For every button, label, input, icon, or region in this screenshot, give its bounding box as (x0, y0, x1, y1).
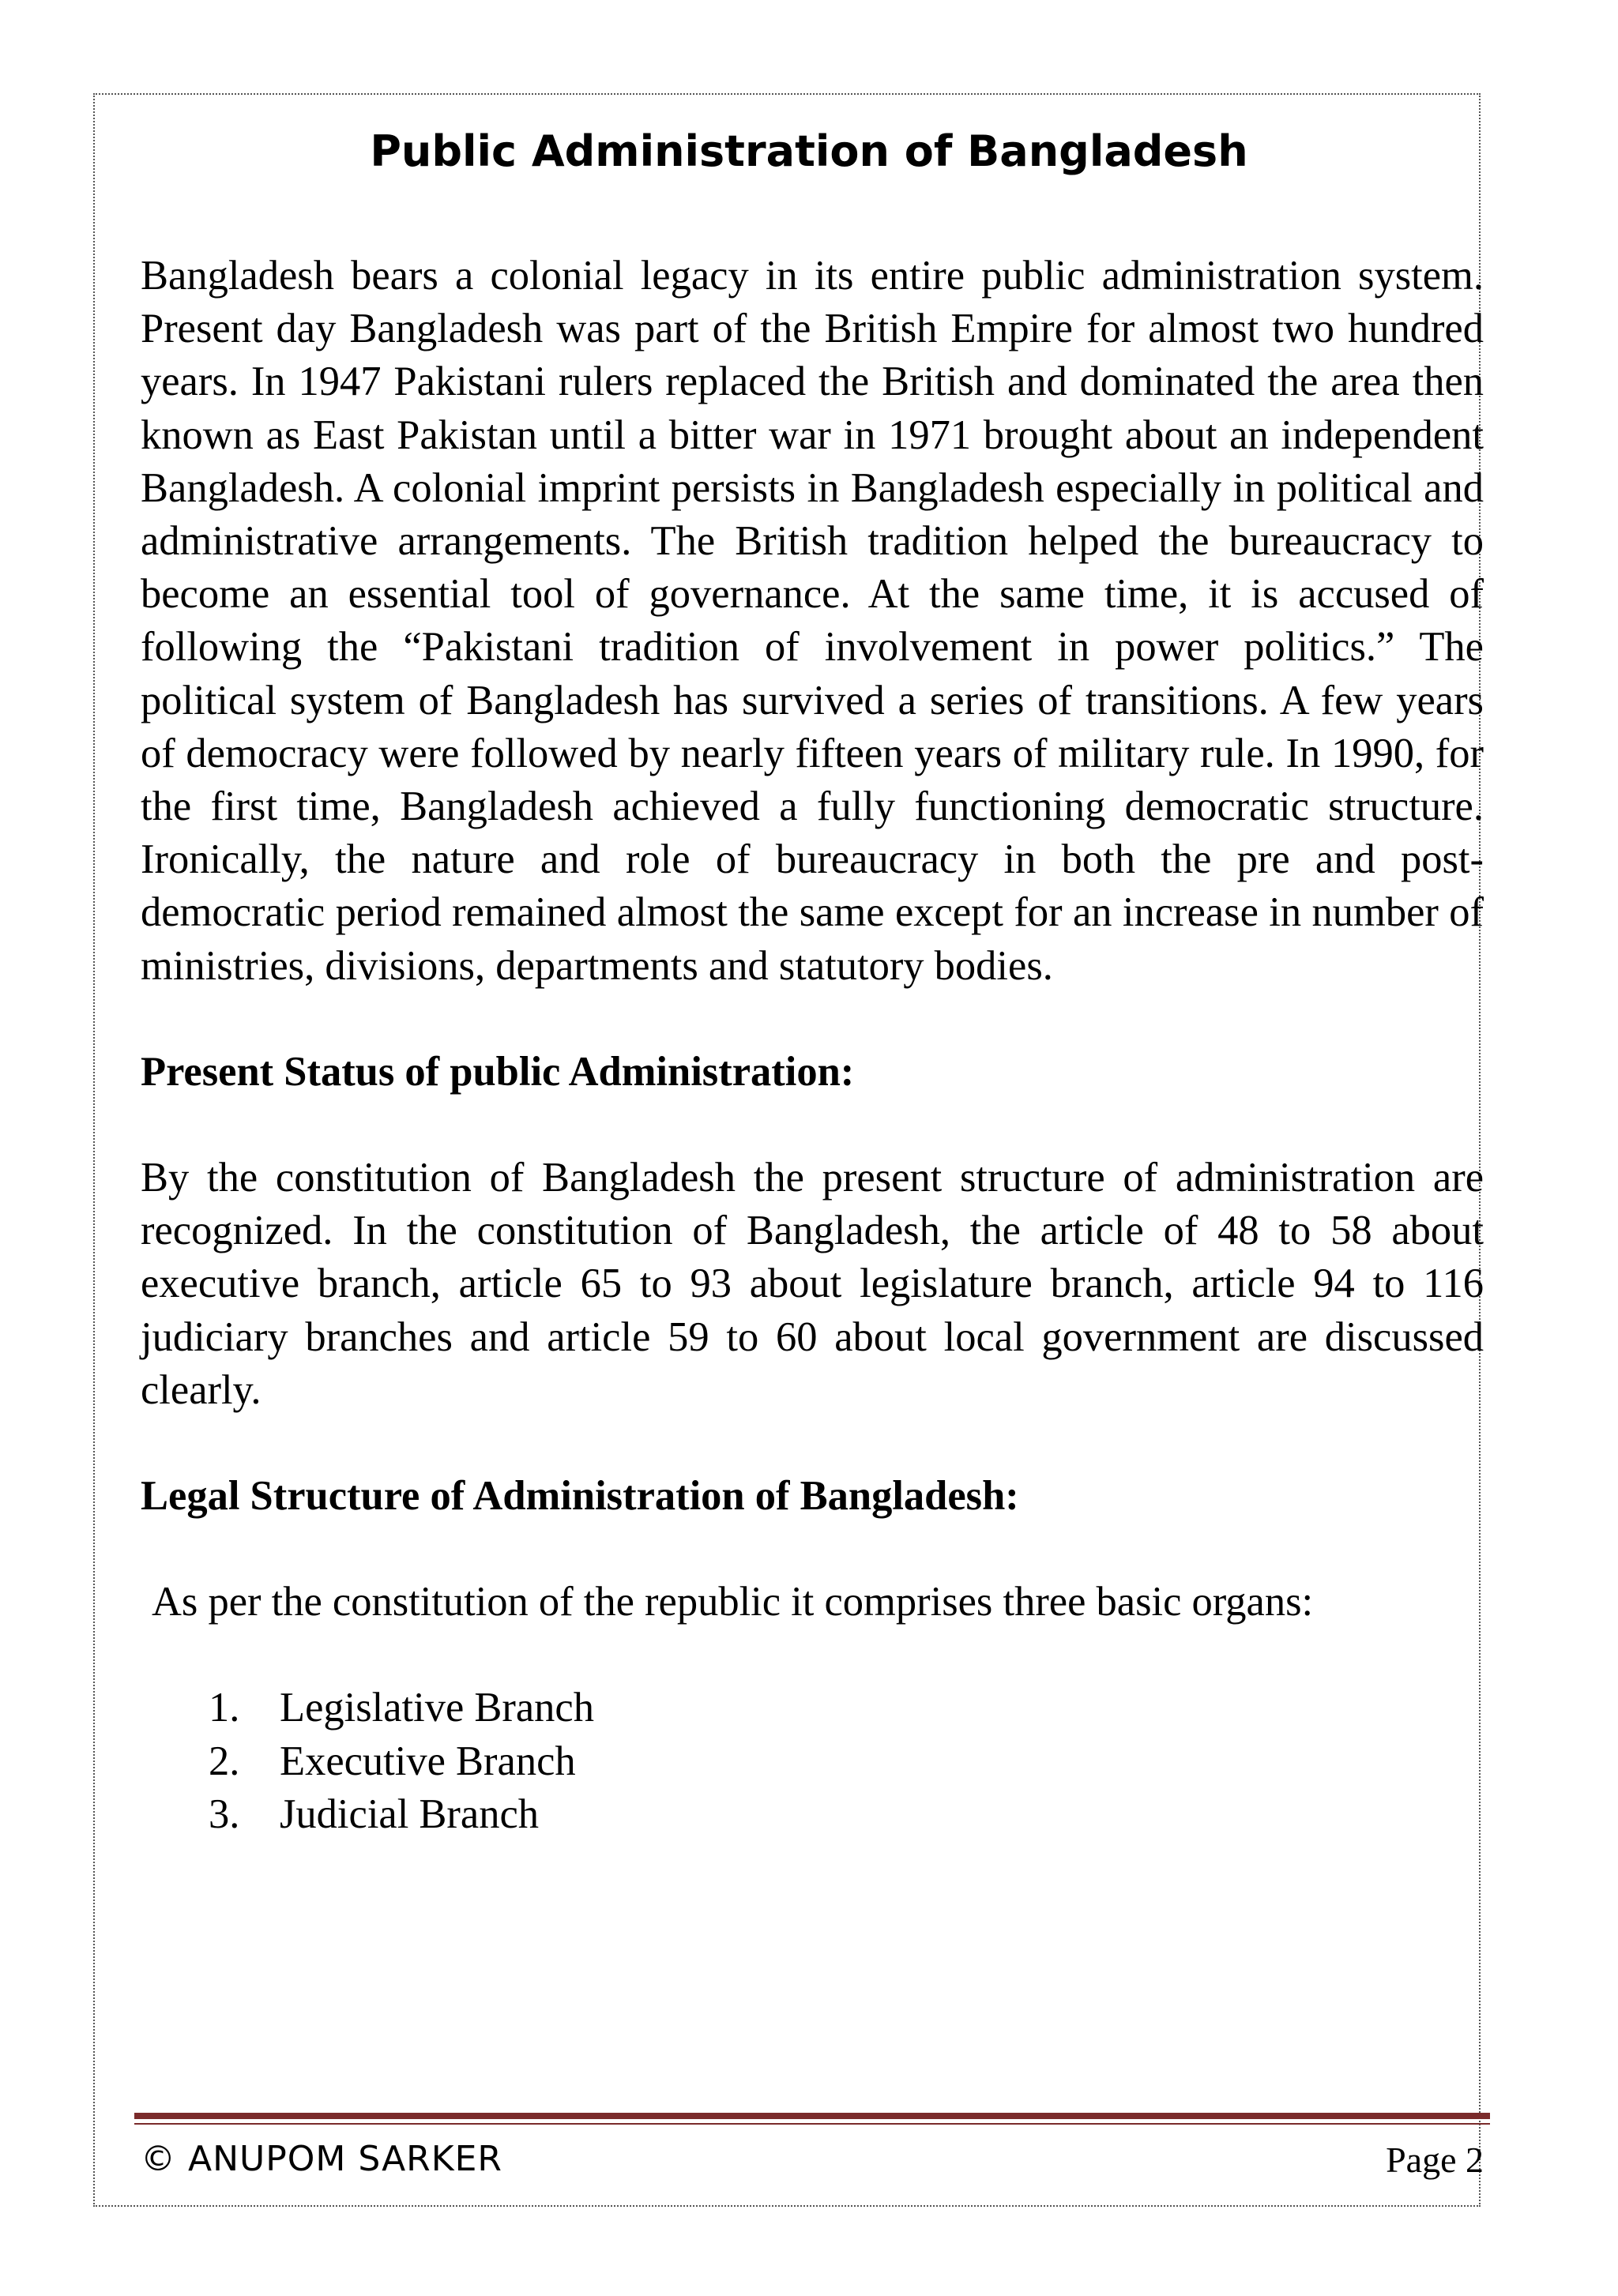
present-status-paragraph: By the constitution of Bangladesh the present structure of administration are recognized. In the constitution of Bangladesh, the article of 48 to 58 about executive branch, article 65 to 93 about legislature branch, article 94 to 116 judiciary branches and article 59 to 60 about local government are discussed clearly. (141, 1155, 1484, 1413)
list-item-label: Legislative Branch (280, 1685, 594, 1731)
organs-list (141, 1682, 1484, 1841)
list-item-label: Executive Branch (280, 1738, 576, 1784)
list-item (141, 1735, 1484, 1788)
list-item-label: Judicial Branch (280, 1791, 540, 1837)
footer-rule-thin (134, 2123, 1490, 2125)
footer-author: © ANUPOM SARKER (141, 2139, 502, 2179)
footer-rule (134, 2113, 1490, 2119)
section-heading-legal-structure: Legal Structure of Administration of Bangladesh: (141, 1473, 1019, 1520)
list-item (141, 1682, 1484, 1734)
organs-intro: As per the constitution of the republic it comprises three basic organs: (152, 1579, 1314, 1625)
page-title: Public Administration of Bangladesh (370, 126, 1248, 176)
section-heading-present-status: Present Status of public Administration: (141, 1048, 855, 1095)
list-item (141, 1788, 1484, 1841)
list-item-number: 1. (209, 1685, 240, 1731)
intro-paragraph: Bangladesh bears a colonial legacy in its entire public administration system. Present day Bangladesh was part of the British Empire for almost two hundred years. In 1947 Pakistani rulers replaced the British and dominated the area then known as East Pakistan until a bitter war in 1971 brought about an independent Bangladesh. A colonial imprint persists in Bangladesh especially in political and administrative arrangements. The British tradition helped the bureaucracy to become an essential tool of governance. At the same time, it is accused of following the “Pakistani tradition of involvement in power politics.” The political system of Bangladesh has survived a series of transitions. A few years of democracy were followed by nearly fifteen years of military rule. In 1990, for the first time, Bangladesh achieved a fully functioning democratic structure. Ironically, the nature and role of bureaucracy in both the pre and post-democratic period remained almost the same except for an increase in number of ministries, divisions, departments and statutory bodies. (141, 253, 1484, 989)
list-item-number: 3. (209, 1791, 240, 1837)
list-item-number: 2. (209, 1738, 240, 1784)
page-number: Page 2 (1386, 2140, 1484, 2180)
document-body (141, 250, 1484, 1841)
